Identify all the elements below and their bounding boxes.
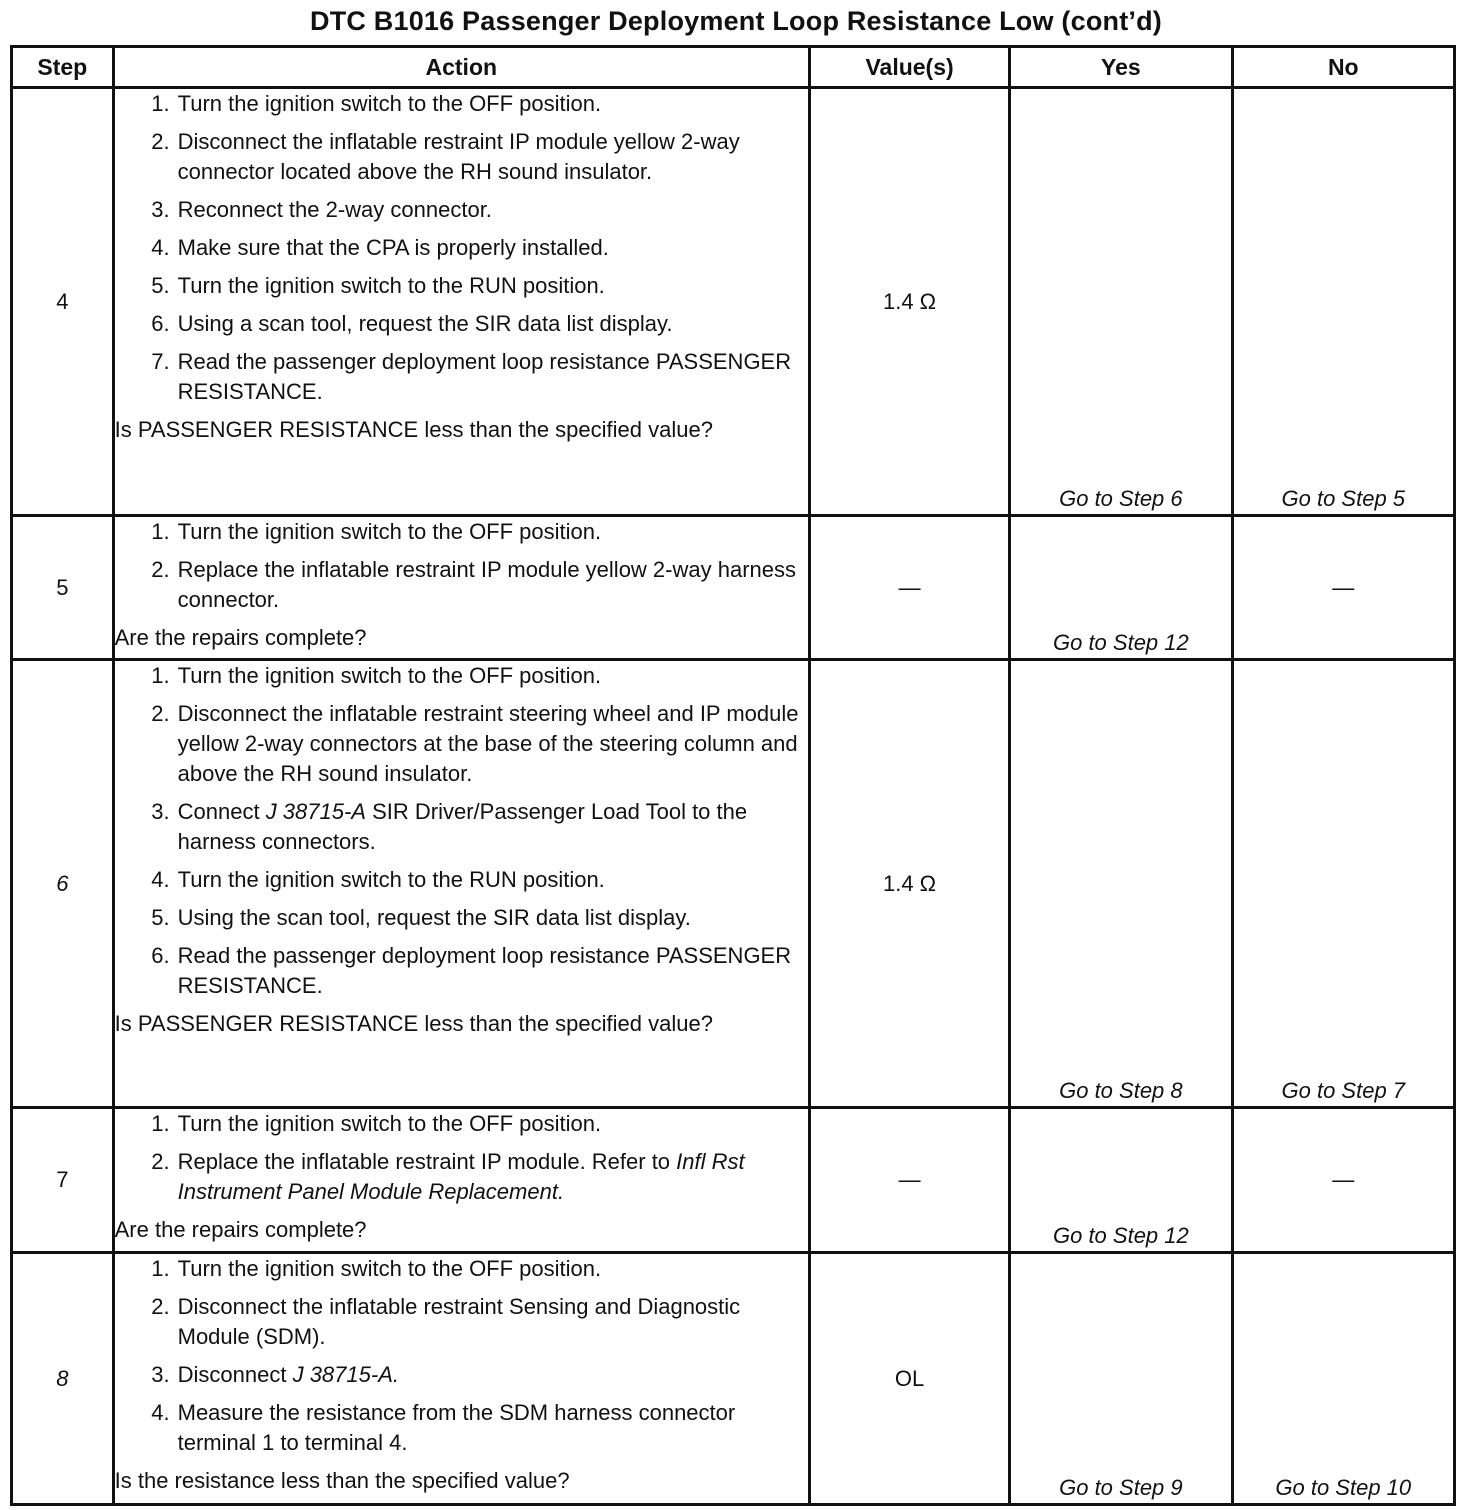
yes-cell: Go to Step 6 <box>1010 88 1232 516</box>
action-item <box>115 127 808 187</box>
action-item-number: 4. <box>151 1400 170 1425</box>
action-item-number: 2. <box>151 129 170 154</box>
action-item <box>115 347 808 407</box>
table-row <box>12 88 1455 516</box>
action-list <box>115 661 808 1001</box>
header-yes: Yes <box>1010 47 1232 88</box>
value-cell: — <box>809 516 1009 660</box>
table-row <box>12 660 1455 1108</box>
action-item-number: 2. <box>151 701 170 726</box>
no-cell: Go to Step 7 <box>1232 660 1454 1108</box>
action-item <box>115 1109 808 1139</box>
page-title: DTC B1016 Passenger Deployment Loop Resistance Low (cont’d) <box>310 6 1162 36</box>
action-item-text: Make sure that the CPA is properly installed. <box>177 235 609 260</box>
no-cell: — <box>1232 1108 1454 1253</box>
action-cell <box>113 516 809 660</box>
action-item-number: 3. <box>151 197 170 222</box>
action-item <box>115 865 808 895</box>
action-item-number: 1. <box>151 91 170 116</box>
header-row <box>12 47 1455 88</box>
action-item-text: Read the passenger deployment loop resistance PASSENGER RESISTANCE. <box>177 349 792 404</box>
action-question: Is PASSENGER RESISTANCE less than the specified value? <box>114 1011 713 1036</box>
action-item <box>115 1147 808 1207</box>
action-question: Are the repairs complete? <box>114 625 367 650</box>
action-item-text: Turn the ignition switch to the RUN position. <box>177 273 605 298</box>
action-item-text: Turn the ignition switch to the OFF position. <box>177 1256 602 1281</box>
action-list <box>115 1254 808 1458</box>
action-item <box>115 309 808 339</box>
table-row <box>12 516 1455 660</box>
action-item-number: 4. <box>151 867 170 892</box>
step-number: 5 <box>12 516 114 660</box>
tool-reference: J 38715-A <box>265 799 366 824</box>
action-item <box>115 661 808 691</box>
action-item-text: Replace the inflatable restraint IP module yellow 2-way harness connector. <box>177 557 796 612</box>
action-item-text: Read the passenger deployment loop resistance PASSENGER RESISTANCE. <box>177 943 792 998</box>
action-item-number: 5. <box>151 273 170 298</box>
no-cell: Go to Step 5 <box>1232 88 1454 516</box>
action-cell <box>113 1108 809 1253</box>
action-text-part: Disconnect <box>177 1362 293 1387</box>
action-item-text: Disconnect the inflatable restraint steering wheel and IP module yellow 2-way connectors at the base of the steering column and above the RH sound insulator. <box>177 701 799 786</box>
action-item-text <box>178 797 808 857</box>
action-item-text: Turn the ignition switch to the OFF position. <box>177 91 602 116</box>
action-item-number: 6. <box>151 943 170 968</box>
action-item <box>115 233 808 263</box>
step-number: 8 <box>12 1253 114 1505</box>
action-cell <box>113 660 809 1108</box>
action-item <box>115 1360 808 1390</box>
header-action: Action <box>113 47 809 88</box>
header-no: No <box>1232 47 1454 88</box>
procedure-reference: Infl Rst Instrument Panel Module Replacement. <box>177 1149 745 1204</box>
yes-cell: Go to Step 12 <box>1010 516 1232 660</box>
action-item <box>115 1292 808 1352</box>
action-item-text: Disconnect the inflatable restraint Sensing and Diagnostic Module (SDM). <box>177 1294 741 1349</box>
action-item-text: Measure the resistance from the SDM harness connector terminal 1 to terminal 4. <box>177 1400 736 1455</box>
action-item-text <box>178 1360 808 1390</box>
action-item <box>115 941 808 1001</box>
action-item-number: 1. <box>151 519 170 544</box>
action-question: Are the repairs complete? <box>114 1217 367 1242</box>
no-cell: — <box>1232 516 1454 660</box>
action-text-part: SIR Driver/Passenger Load Tool to the harness connectors. <box>177 799 748 854</box>
value-cell: — <box>809 1108 1009 1253</box>
action-item <box>115 195 808 225</box>
action-item-number: 4. <box>151 235 170 260</box>
action-item-number: 1. <box>151 663 170 688</box>
step-number: 6 <box>12 660 114 1108</box>
action-item-number: 7. <box>151 349 170 374</box>
table-row <box>12 1108 1455 1253</box>
action-item-text: Disconnect the inflatable restraint IP module yellow 2-way connector located above the RH sound insulator. <box>177 129 740 184</box>
action-text-part: Replace the inflatable restraint IP module. Refer to <box>177 1149 677 1174</box>
yes-cell: Go to Step 9 <box>1010 1253 1232 1505</box>
action-item <box>115 89 808 119</box>
action-item-number: 6. <box>151 311 170 336</box>
action-item <box>115 1254 808 1284</box>
action-item <box>115 517 808 547</box>
action-item-number: 2. <box>151 1149 170 1174</box>
action-item-text: Turn the ignition switch to the RUN position. <box>177 867 605 892</box>
action-cell <box>113 88 809 516</box>
action-item-number: 1. <box>151 1111 170 1136</box>
action-item-text: Turn the ignition switch to the OFF position. <box>177 1111 602 1136</box>
action-item <box>115 903 808 933</box>
action-item-number: 2. <box>151 557 170 582</box>
yes-cell: Go to Step 12 <box>1010 1108 1232 1253</box>
action-item-text: Using the scan tool, request the SIR data list display. <box>177 905 691 930</box>
no-cell: Go to Step 10 <box>1232 1253 1454 1505</box>
action-question: Is the resistance less than the specified value? <box>114 1468 570 1493</box>
step-number: 7 <box>12 1108 114 1253</box>
action-item-text: Reconnect the 2-way connector. <box>177 197 492 222</box>
action-item-text: Turn the ignition switch to the OFF position. <box>177 519 602 544</box>
action-item-text: Using a scan tool, request the SIR data list display. <box>177 311 673 336</box>
diagnostic-table <box>10 45 1456 1506</box>
action-cell <box>113 1253 809 1505</box>
action-item-number: 5. <box>151 905 170 930</box>
header-step: Step <box>12 47 114 88</box>
action-item-number: 3. <box>151 799 170 824</box>
value-cell: 1.4 Ω <box>809 88 1009 516</box>
action-list <box>115 1109 808 1207</box>
yes-cell: Go to Step 8 <box>1010 660 1232 1108</box>
action-item-number: 3. <box>151 1362 170 1387</box>
action-question: Is PASSENGER RESISTANCE less than the specified value? <box>114 417 713 442</box>
action-list <box>115 89 808 407</box>
step-number: 4 <box>12 88 114 516</box>
value-cell: 1.4 Ω <box>809 660 1009 1108</box>
action-item-number: 1. <box>151 1256 170 1281</box>
action-text-part: Connect <box>177 799 266 824</box>
action-item <box>115 1398 808 1458</box>
action-item-text: Turn the ignition switch to the OFF position. <box>177 663 602 688</box>
action-item <box>115 797 808 857</box>
action-list <box>115 517 808 615</box>
tool-reference: J 38715-A. <box>292 1362 399 1387</box>
action-item <box>115 555 808 615</box>
table-row <box>12 1253 1455 1505</box>
value-cell: OL <box>809 1253 1009 1505</box>
action-item <box>115 699 808 789</box>
header-values: Value(s) <box>809 47 1009 88</box>
action-item <box>115 271 808 301</box>
action-item-text <box>178 1147 808 1207</box>
action-item-number: 2. <box>151 1294 170 1319</box>
